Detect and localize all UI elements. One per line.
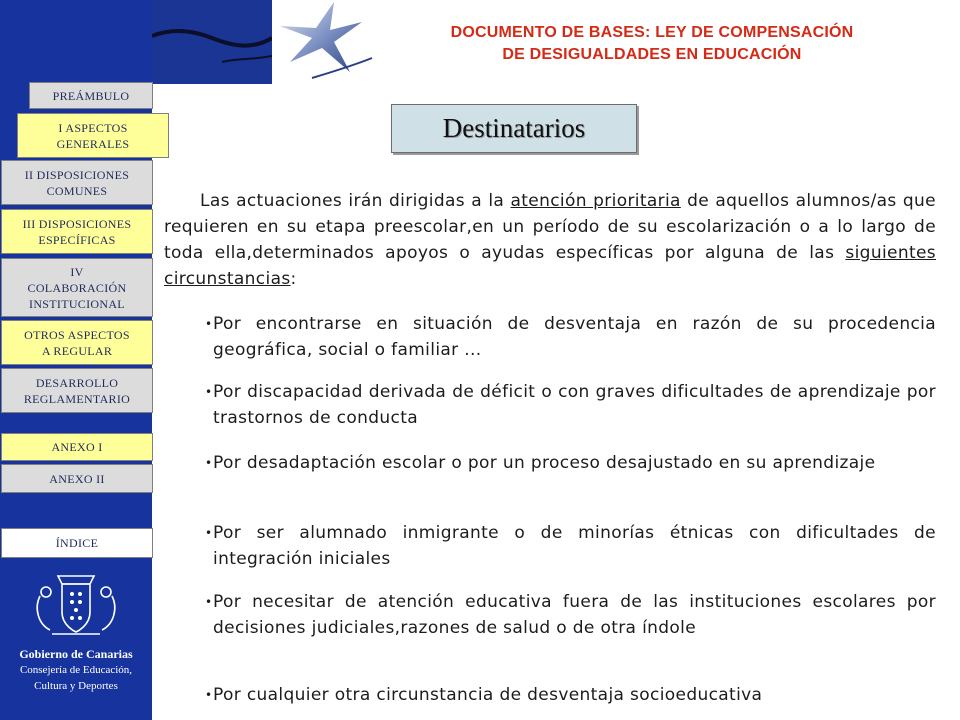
- bullet-item: [205, 520, 936, 572]
- nav-disposiciones-comunes-label-2: COMUNES: [46, 183, 108, 198]
- intro-paragraph: [164, 188, 936, 292]
- nav-disposiciones-comunes[interactable]: [1, 160, 153, 205]
- bullet-text: Por necesitar de atención educativa fuera de las instituciones escolares por decisiones judiciales,razones de salud o de otra índole: [213, 592, 936, 638]
- department-line-1: Consejería de Educación,: [19, 664, 133, 676]
- organization-name: Gobierno de Canarias: [19, 647, 133, 661]
- nav-aspectos-generales-label-1: I ASPECTOS: [58, 120, 128, 135]
- nav-disposiciones-especificas-label-2: ESPECÍFICAS: [38, 232, 116, 247]
- bullet-text: Por desadaptación escolar o por un proceso desajustado en su aprendizaje: [213, 453, 876, 473]
- nav-indice-label: ÍNDICE: [55, 536, 99, 550]
- section-heading: Destinatarios: [391, 104, 637, 153]
- intro-underline-2: siguientes circunstancias: [164, 243, 936, 289]
- nav-anexo-1[interactable]: [1, 433, 153, 461]
- bullet-item: [205, 379, 936, 431]
- bullet-text: Por cualquier otra circunstancia de desventaja socioeducativa: [213, 685, 763, 705]
- nav-otros-aspectos[interactable]: [1, 320, 153, 365]
- bullet-dot: •: [205, 456, 213, 470]
- bullet-dot: •: [205, 688, 213, 702]
- nav-anexo-1-label: ANEXO I: [51, 440, 103, 454]
- star-logo-icon: [272, 0, 382, 84]
- bullet-text: Por encontrarse en situación de desventaja en razón de su procedencia geográfica, social o familiar ...: [213, 314, 936, 360]
- header-logo-block: [152, 0, 272, 84]
- nav-otros-aspectos-label-1: OTROS ASPECTOS: [24, 327, 130, 342]
- nav-desarrollo-label-1: DESARROLLO: [35, 375, 119, 390]
- bullet-item: [205, 589, 936, 641]
- nav-colaboracion-label-1: IV: [70, 264, 84, 279]
- department-line-2: Cultura y Deportes: [34, 680, 118, 692]
- bullet-text: Por ser alumnado inmigrante o de minorías étnicas con dificultades de integración iniciales: [213, 523, 936, 569]
- bullet-item: [205, 450, 936, 476]
- intro-text-3: :: [290, 269, 297, 289]
- nav-anexo-2-label: ANEXO II: [49, 471, 105, 486]
- bullet-dot: •: [205, 317, 213, 331]
- nav-preambulo[interactable]: [29, 82, 153, 109]
- bullet-item: [205, 311, 936, 363]
- intro-text-1: Las actuaciones irán dirigidas a la: [200, 191, 511, 211]
- nav-aspectos-generales-label-2: GENERALES: [56, 136, 130, 151]
- nav-anexo-2[interactable]: [1, 464, 153, 493]
- nav-indice[interactable]: [1, 528, 153, 558]
- nav-colaboracion-label-2: COLABORACIÓN: [27, 280, 127, 295]
- bullet-text: Por discapacidad derivada de déficit o con graves dificultades de aprendizaje por trastornos de conducta: [213, 382, 936, 428]
- bullet-item: [205, 682, 936, 708]
- nav-colaboracion-label-3: INSTITUCIONAL: [29, 296, 125, 311]
- nav-desarrollo-reglamentario[interactable]: [1, 368, 153, 413]
- nav-disposiciones-especificas-label-1: III DISPOSICIONES: [22, 216, 132, 231]
- document-title-line1: DOCUMENTO DE BASES: LEY DE COMPENSACIÓN: [450, 24, 854, 41]
- coat-of-arms-icon: [28, 568, 124, 644]
- nav-disposiciones-comunes-label-1: II DISPOSICIONES: [24, 167, 130, 182]
- nav-colaboracion-institucional[interactable]: [1, 258, 153, 317]
- document-title-line2: DE DESIGUALDADES EN EDUCACIÓN: [502, 46, 802, 63]
- nav-disposiciones-especificas[interactable]: [1, 209, 153, 254]
- nav-aspectos-generales[interactable]: [17, 113, 169, 158]
- nav-desarrollo-label-2: REGLAMENTARIO: [23, 391, 131, 406]
- nav-preambulo-label: PREÁMBULO: [52, 88, 130, 103]
- bullet-dot: •: [205, 595, 213, 609]
- document-title: [372, 22, 932, 66]
- intro-text-2: de aquellos alumnos/as que requieren en su etapa preescolar,en un período de su escolarización o a lo largo de toda ella,determinados apoyos o ayudas específicas por alguna de las: [164, 191, 936, 263]
- bullet-dot: •: [205, 385, 213, 399]
- nav-otros-aspectos-label-2: A REGULAR: [41, 343, 113, 358]
- wave-logo-icon: [152, 0, 272, 84]
- intro-underline-1: atención prioritaria: [510, 191, 681, 211]
- bullet-dot: •: [205, 526, 213, 540]
